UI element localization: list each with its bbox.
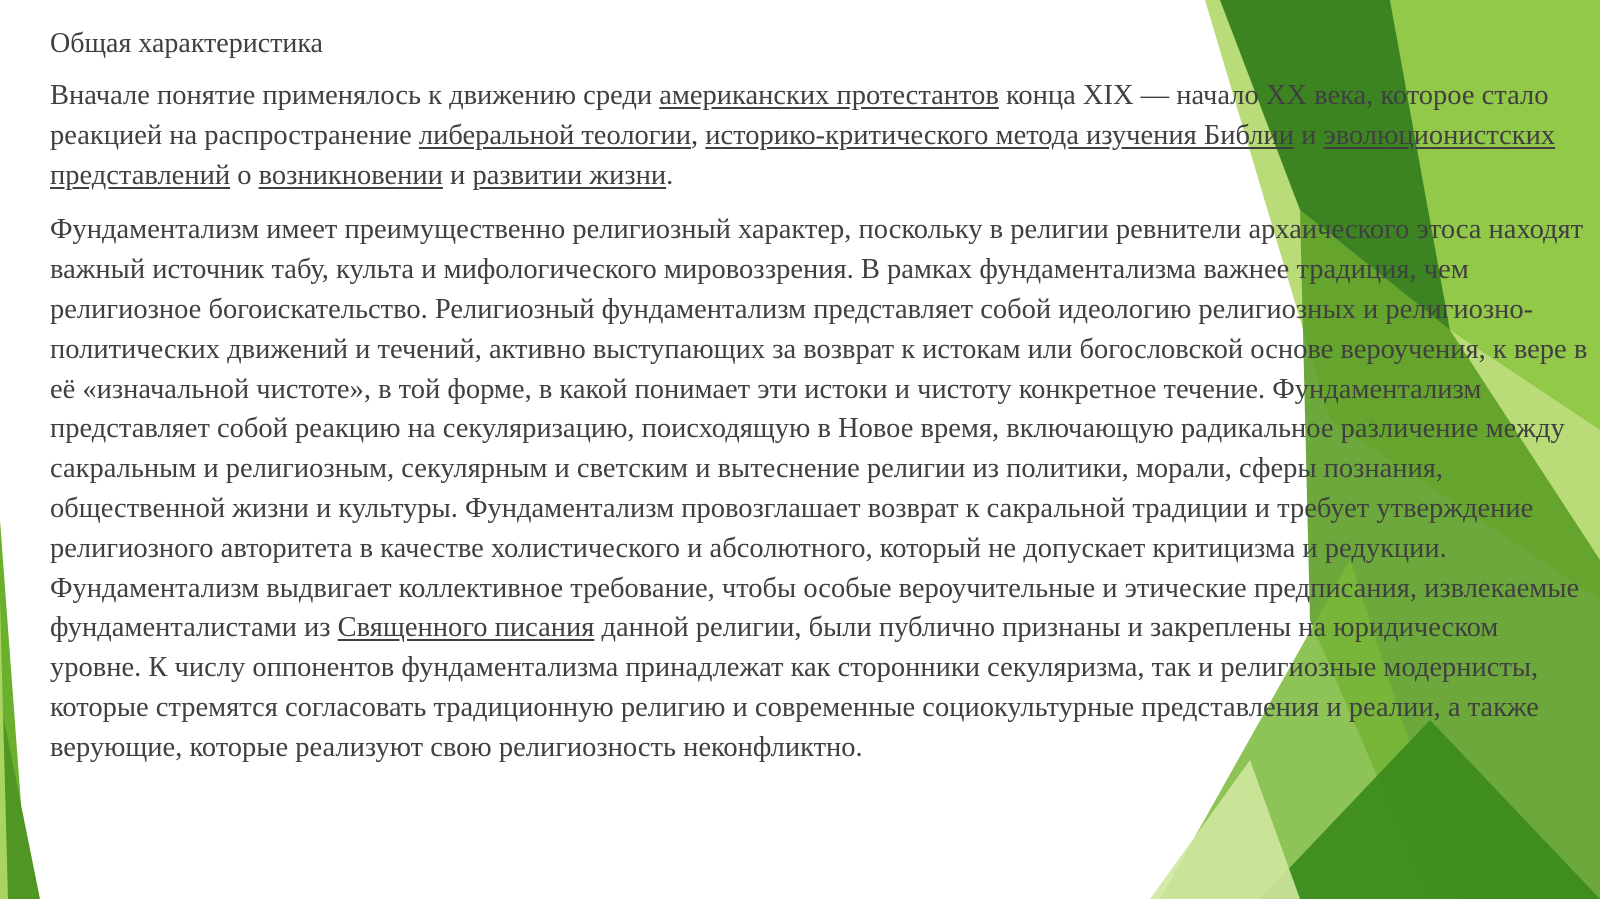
link-american-protestants[interactable]: американских протестантов [659,80,999,111]
text-run: и [442,159,473,191]
text-run: Фундаментализм имеет преимущественно религиозный характер, поскольку в религии ревнители архаического этоса находят важный источник табу, культа и мифологического мировоззрения. В рамках фундаментализма важнее традиция, чем религиозное богоискательство. Религиозный фундаментализм представляет собой идеологию религиозных и религиозно-политических движений и течений, активно выступающих за возврат к истокам или богословской основе вероучения, к вере в её «изначальной чистоте», в той форме, в какой понимает эти истоки и чистоту конкретное течение. Фундаментализм представляет собой реакцию на секуляризацию, поисходящую в Новое время, включающую радикальное различение между сакральным и религиозным, секулярным и светским и вытеснение религии из политики, морали, сферы познания, общественной жизни и культуры. Фундаментализм провозглашает возврат к сакральной традиции и требует утверждение религиозного авторитета в качестве холистического и абсолютного, который не допускает критицизма и редукции. Фундаментализм выдвигает коллективное требование, чтобы особые вероучительные и этические предписания, извлекаемые фундаменталистами из [50,214,1588,644]
text-run: и [1294,119,1324,151]
link-evolutionist-views[interactable]: эволюционистских представлений [50,119,1556,191]
link-development-of-life[interactable]: развитии жизни [472,159,667,191]
paragraph-intro [50,76,1595,195]
link-historical-critical-method[interactable]: историко-критического метода изучения Библии [705,119,1295,151]
text-run: . [666,159,674,191]
text-run: конца XIX — начало XX века, которое стало реакцией на распространение [50,80,1549,151]
section-heading: Общая характеристика [50,28,323,59]
paragraph-main [50,210,1595,767]
text-run: Вначале понятие применялось к движению среди [50,80,660,111]
link-origin[interactable]: возникновении [258,159,443,191]
text-run: , [691,119,706,151]
text-run: данной религии, были публично признаны и закреплены на юридическом уровне. К числу оппонентов фундаментализма принадлежат как сторонники секуляризма, так и религиозные модернисты, которые стремятся согласовать традиционную религию и современные социокультурные представления и реалии, а также верующие, которые реализуют свою религиозность неконфликтно. [50,612,1539,763]
slide-text [50,22,1595,783]
link-holy-scripture[interactable]: Священного писания [337,612,595,644]
text-run: о [230,159,259,191]
link-liberal-theology[interactable]: либеральной теологии [418,119,692,151]
